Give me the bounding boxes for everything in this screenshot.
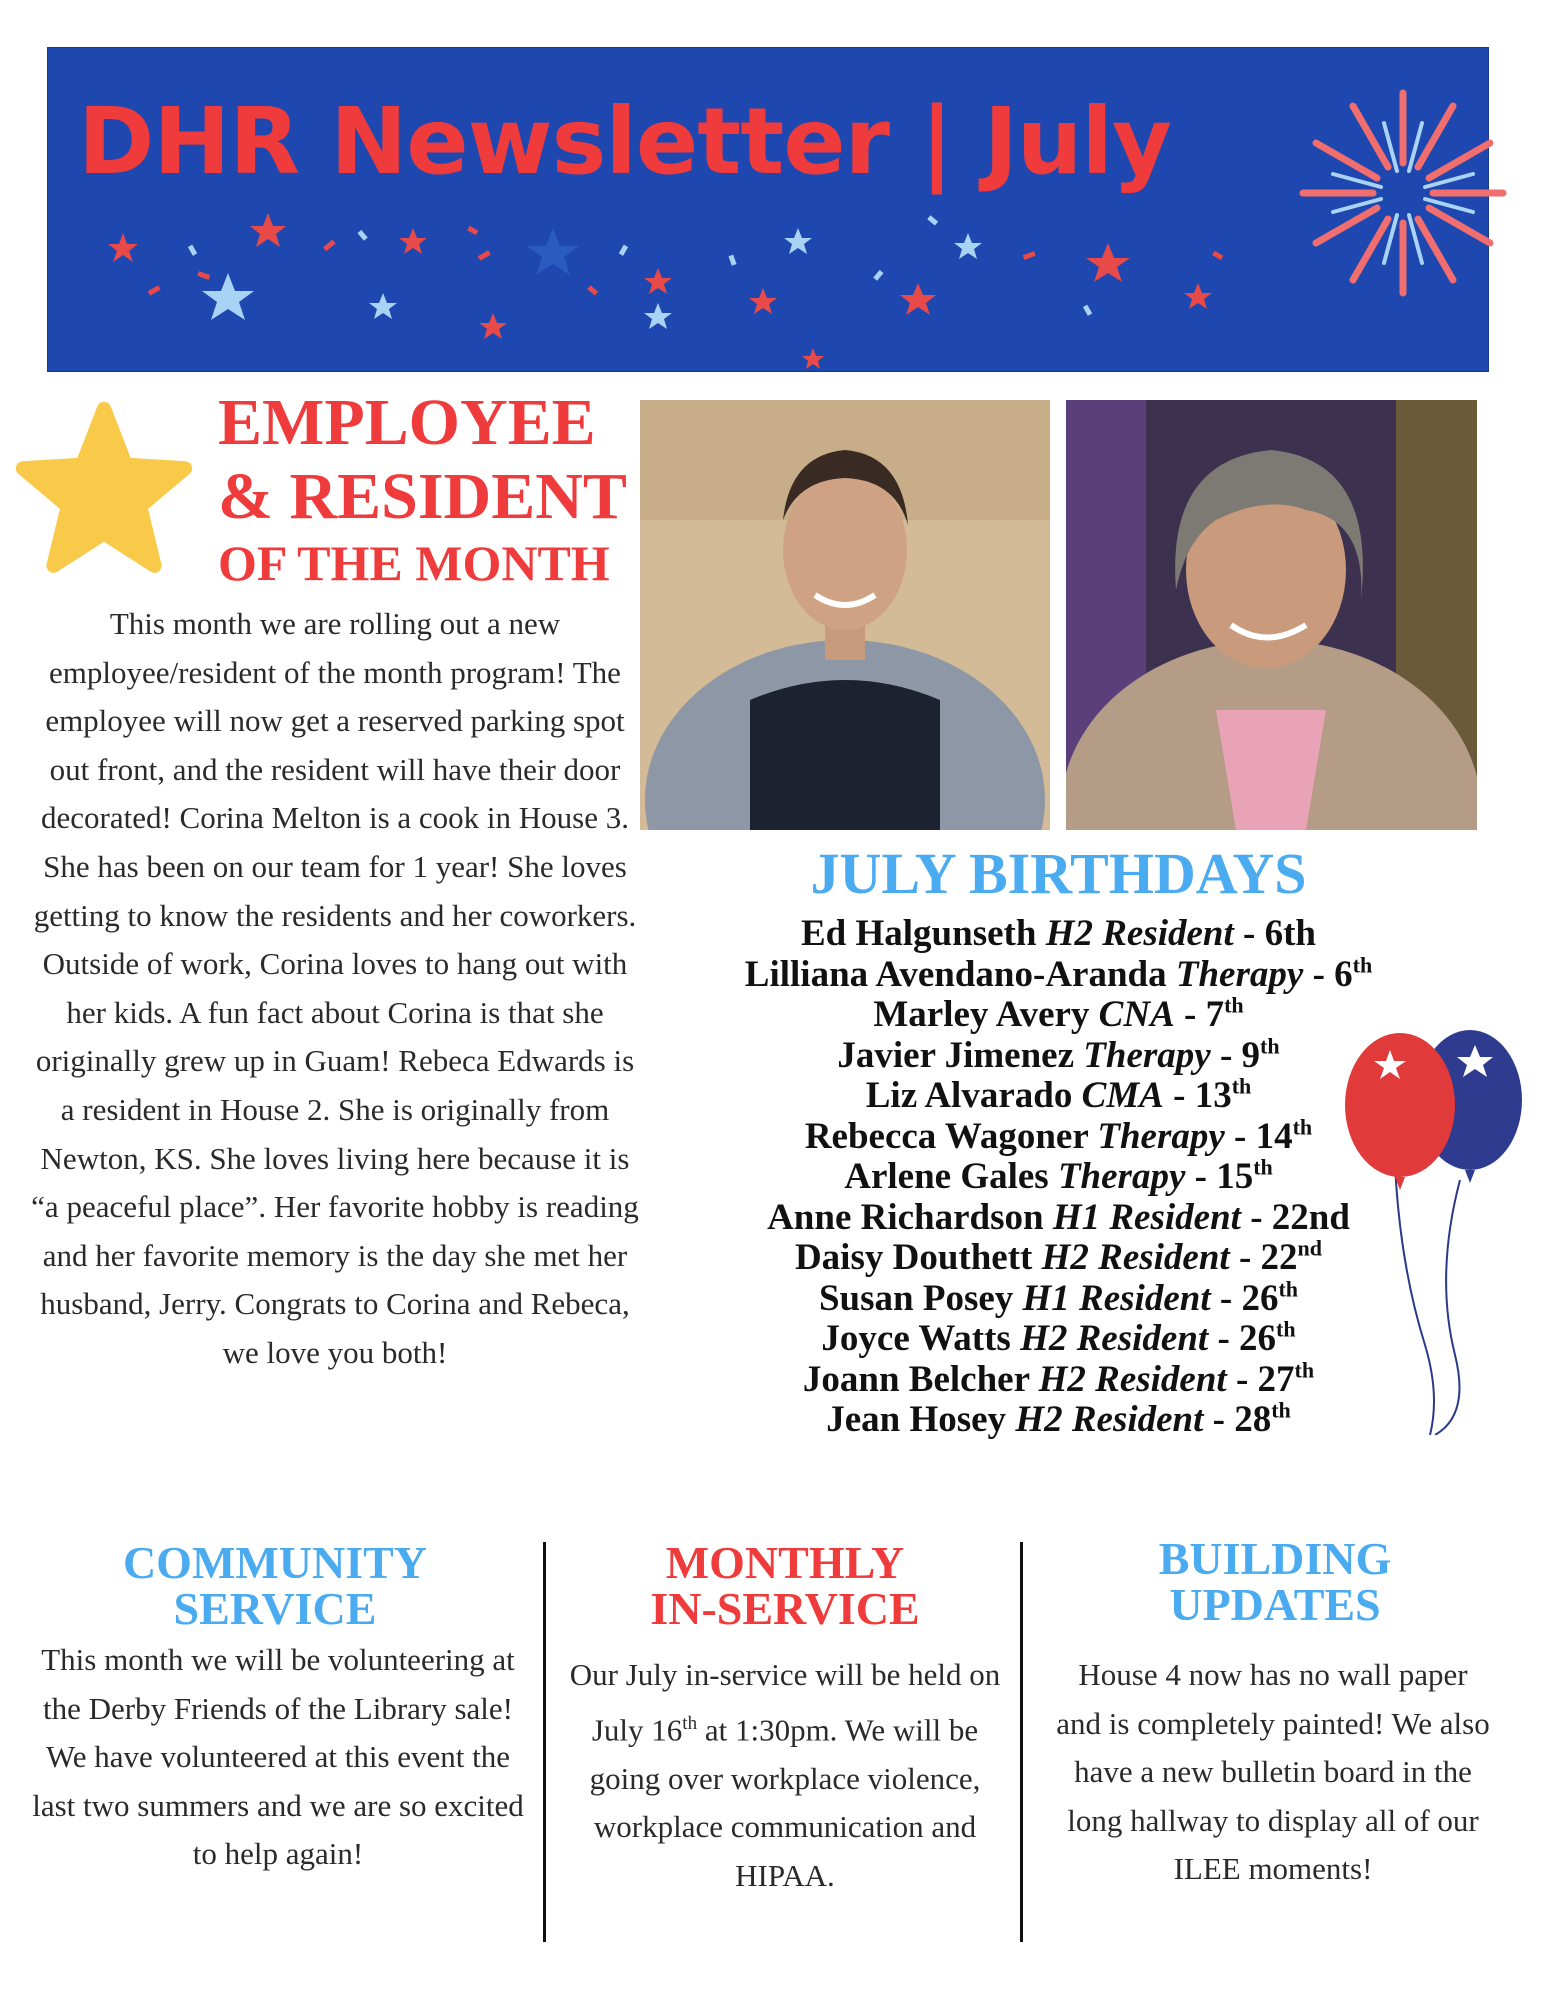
birthday-name: Marley Avery (873, 994, 1090, 1035)
birthday-day-suffix: th (1271, 1397, 1291, 1423)
newsletter-banner (47, 47, 1489, 372)
newsletter-title: DHR Newsletter | July (78, 88, 1171, 195)
birthday-item: Arlene Gales Therapy - 15th (844, 1154, 1273, 1197)
birthday-item: Javier Jimenez Therapy - 9th (837, 1033, 1280, 1076)
birthday-day-suffix: th (1283, 913, 1317, 954)
birthday-role: CMA (1081, 1075, 1164, 1116)
birthday-role: H1 Resident (1052, 1196, 1241, 1238)
birthday-item: Joann Belcher H2 Resident - 27th (802, 1357, 1315, 1400)
birthday-day-suffix: th (1278, 1276, 1299, 1302)
birthday-name: Liz Alvarado (865, 1075, 1073, 1116)
birthday-day: 22 (1260, 1237, 1298, 1278)
birthday-day: 6 (1334, 953, 1353, 995)
birthday-item: Daisy Douthett H2 Resident - 22nd (794, 1235, 1323, 1278)
birthday-name: Daisy Douthett (794, 1237, 1033, 1278)
birthday-day: 6 (1264, 913, 1284, 954)
employee-resident-title (218, 386, 627, 591)
birthday-item: Joyce Watts H2 Resident - 26th (821, 1316, 1296, 1359)
in-service-title-line2: IN-SERVICE (650, 1583, 920, 1634)
birthday-name: Joann Belcher (802, 1358, 1030, 1400)
birthday-day-suffix: th (1253, 1154, 1273, 1180)
birthday-day: 7 (1205, 994, 1225, 1035)
birthday-name: Joyce Watts (821, 1318, 1011, 1359)
birthday-role: H2 Resident (1038, 1358, 1227, 1400)
birthday-day-suffix: th (1352, 952, 1373, 978)
birthday-role: H2 Resident (1015, 1399, 1204, 1440)
birthday-day-suffix: th (1276, 1316, 1296, 1342)
community-service-title (30, 1537, 520, 1634)
birthday-item: Liz Alvarado CMA - 13th (865, 1073, 1252, 1116)
birthday-item: Lilliana Avendano-Aranda Therapy - 6th (744, 952, 1373, 995)
birthday-item: Susan Posey H1 Resident - 26th (818, 1276, 1299, 1319)
birthday-name: Susan Posey (818, 1277, 1014, 1319)
employee-resident-body: This month we are rolling out a new employee/resident of the month program! The employee will now get a reserved parking spot out front, and the resident will have their door decorated! Corina Melton is a cook in House 3. She has been on our team for 1 year! She loves getting to know the residents and her coworkers. Outside of work, Corina loves to hang out with her kids. A fun fact about Corina is that she originally grew up in Guam! Rebeca Edwards is a resident in House 2. She is originally from Newton, KS. She loves living here because it is “a peaceful place”. Her favorite hobby is reading and her favorite memory is the day she met her husband, Jerry. Congrats to Corina and Rebeca, we love you both! (31, 606, 639, 1370)
birthday-day-suffix: th (1294, 1357, 1315, 1383)
birthday-day: 26 (1239, 1318, 1277, 1359)
fireworks-icon (1283, 73, 1523, 313)
in-service-body (565, 1651, 1005, 1900)
birthday-day: 22 (1271, 1196, 1309, 1238)
column-divider-right (1020, 1542, 1023, 1942)
community-title-line2: SERVICE (173, 1583, 377, 1634)
birthday-name: Arlene Gales (844, 1156, 1049, 1197)
birthday-name: Ed Halgunseth (800, 913, 1037, 954)
birthday-day: 14 (1255, 1115, 1293, 1157)
building-updates-title (1045, 1533, 1505, 1630)
building-updates-body: House 4 now has no wall paper and is completely painted! We also have a new bulletin board in the long hallway to display all of our ILEE moments! (1056, 1657, 1490, 1887)
balloons-icon (1335, 1015, 1535, 1435)
birthday-role: H2 Resident (1020, 1318, 1209, 1359)
star-icon (14, 400, 194, 580)
community-service-body: This month we will be volunteering at the Derby Friends of the Library sale! We have volunteered at this event the last two summers and we are so excited to help again! (32, 1642, 524, 1872)
employee-photo (640, 400, 1050, 830)
resident-photo (1066, 400, 1477, 830)
eom-title-line2: & RESIDENT (218, 460, 627, 533)
birthday-name: Lilliana Avendano-Aranda (744, 953, 1167, 995)
building-title-line1: BUILDING (1158, 1533, 1392, 1584)
birthdays-title: JULY BIRTHDAYS (810, 841, 1307, 906)
eom-title-line3: OF THE MONTH (218, 535, 610, 591)
birthday-role: H1 Resident (1022, 1277, 1211, 1319)
birthday-day-suffix: th (1260, 1033, 1280, 1059)
birthday-item: Rebecca Wagoner Therapy - 14th (804, 1114, 1313, 1157)
birthday-role: Therapy (1175, 953, 1304, 995)
birthday-day: 9 (1241, 1034, 1261, 1076)
birthday-item: Marley Avery CNA - 7th (873, 992, 1244, 1035)
birthday-day: 28 (1234, 1399, 1272, 1440)
birthday-day-suffix: th (1231, 1073, 1252, 1099)
column-divider-left (543, 1542, 546, 1942)
birthday-day-suffix: nd (1308, 1196, 1350, 1238)
birthday-day: 15 (1216, 1156, 1254, 1197)
in-service-title-line1: MONTHLY (665, 1537, 905, 1588)
in-service-text-1: Our July in-service will be held on July 16 (569, 1657, 1001, 1747)
birthday-name: Javier Jimenez (837, 1034, 1075, 1076)
birthday-day-suffix: th (1224, 992, 1244, 1018)
in-service-text-sup: th (682, 1712, 698, 1734)
birthday-day: 27 (1257, 1358, 1295, 1400)
birthday-role: Therapy (1083, 1034, 1211, 1076)
community-title-line1: COMMUNITY (122, 1537, 428, 1588)
birthday-item: Ed Halgunseth H2 Resident - 6th (800, 913, 1317, 954)
birthday-name: Rebecca Wagoner (804, 1115, 1089, 1157)
building-title-line2: UPDATES (1169, 1579, 1381, 1630)
birthday-item: Anne Richardson H1 Resident - 22nd (767, 1196, 1350, 1238)
in-service-text-2: at 1:30pm. We will be going over workplace violence, workplace communication and HIPAA. (589, 1711, 981, 1893)
birthday-day: 26 (1241, 1277, 1279, 1319)
birthday-role: Therapy (1057, 1156, 1186, 1197)
birthday-role: H2 Resident (1041, 1237, 1230, 1278)
in-service-title (560, 1537, 1010, 1634)
birthday-role: H2 Resident (1045, 913, 1234, 954)
birthday-name: Anne Richardson (767, 1196, 1044, 1238)
birthday-day-suffix: nd (1297, 1235, 1323, 1261)
birthday-role: CNA (1098, 994, 1175, 1035)
birthday-day: 13 (1194, 1075, 1232, 1116)
birthday-item: Jean Hosey H2 Resident - 28th (826, 1397, 1291, 1440)
birthday-name: Jean Hosey (826, 1399, 1007, 1440)
eom-title-line1: EMPLOYEE (218, 386, 596, 459)
birthday-day-suffix: th (1292, 1114, 1313, 1140)
birthday-role: Therapy (1097, 1115, 1225, 1157)
